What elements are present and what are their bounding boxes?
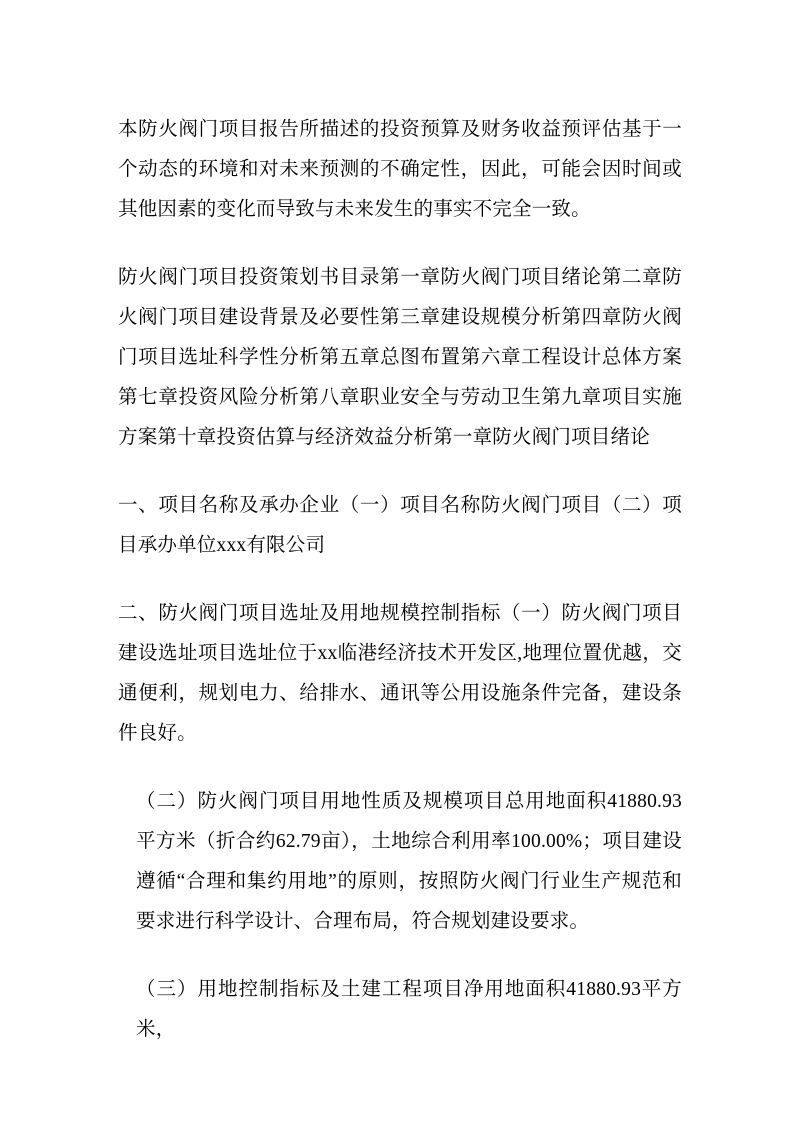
paragraph-project-name-and-sponsor: 一、项目名称及承办企业（一）项目名称防火阀门项目（二）项目承办单位xxx有限公司: [118, 495, 682, 556]
document-body: [118, 110, 682, 1050]
paragraph-disclaimer: 本防火阀门项目报告所描述的投资预算及财务收益预评估基于一个动态的环境和对未来预测的不确定性，因此，可能会因时间或其他因素的变化而导致与未来发生的事实不完全一致。: [118, 119, 682, 220]
paragraph-table-of-contents: 防火阀门项目投资策划书目录第一章防火阀门项目绪论第二章防火阀门项目建设背景及必要性第三章建设规模分析第四章防火阀门项目选址科学性分析第五章总图布置第六章工程设计总体方案第七章投资风险分析第八章职业安全与劳动卫生第九章项目实施方案第十章投资估算与经济效益分析第一章防火阀门项目绪论: [118, 267, 682, 448]
paragraph-land-control-indicators: （三）用地控制指标及土建工程项目净用地面积41880.93平方米，: [136, 979, 682, 1040]
paragraph-site-and-land-scale: 二、防火阀门项目选址及用地规模控制指标（一）防火阀门项目建设选址项目选址位于xx临港经济技术开发区,地理位置优越，交通便利，规划电力、给排水、通讯等公用设施条件完备，建设条件良好。: [118, 603, 682, 744]
paragraph-land-nature-and-scale: （二）防火阀门项目用地性质及规模项目总用地面积41880.93平方米（折合约62.79亩），土地综合利用率100.00%；项目建设遵循“合理和集约用地”的原则，按照防火阀门行业生产规范和要求进行科学设计、合理布局，符合规划建设要求。: [136, 791, 682, 932]
